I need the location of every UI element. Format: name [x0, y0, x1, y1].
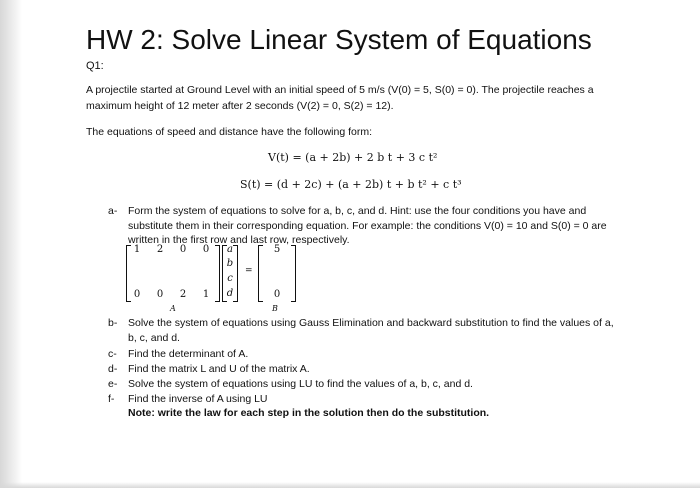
- vector-cell: a: [227, 244, 233, 255]
- part-marker: d-: [108, 363, 118, 375]
- page-edge-shadow: [0, 0, 22, 488]
- part-text: Find the determinant of A.: [128, 348, 249, 360]
- part-marker: f-: [108, 393, 115, 405]
- matrix-cell: 0: [202, 244, 210, 255]
- part-marker: c-: [108, 348, 117, 360]
- matrix-cell: 2: [179, 289, 187, 300]
- unknowns-vector: [222, 245, 238, 302]
- matrix-cell: 0: [156, 289, 164, 300]
- matrix-cell: 0: [179, 244, 187, 255]
- distance-equation: S(t) = (d + 2c) + (a + 2b) t + b t² + c t³: [240, 178, 462, 191]
- equations-intro: The equations of speed and distance have the following form:: [86, 126, 373, 138]
- part-text: Find the inverse of A using LU: [128, 393, 268, 405]
- speed-equation: V(t) = (a + 2b) + 2 b t + 3 c t²: [268, 151, 438, 164]
- matrix-A: [126, 245, 220, 302]
- question-label: Q1:: [86, 60, 104, 72]
- matrix-cell: 2: [156, 244, 164, 255]
- vector-cell: 5: [273, 244, 281, 255]
- part-text: Solve the system of equations using Gauss Elimination and backward substitution to find the values of a, b, c, and d.: [128, 317, 614, 344]
- vector-cell: 0: [273, 289, 281, 300]
- vector-cell: b: [226, 258, 234, 269]
- part-text: Form the system of equations to solve for a, b, c, and d. Hint: use the four conditions you have and substitute them in their corresponding equation. For example: the conditions V(0) = 10 and S(0) = 0 are written in the first row and last row, respectively.: [128, 205, 607, 246]
- note-text: Note: write the law for each step in the solution then do the substitution.: [128, 407, 490, 419]
- equals-sign: =: [245, 266, 253, 276]
- matrix-cell: 1: [133, 244, 141, 255]
- matrix-cell: 1: [202, 289, 210, 300]
- part-marker: e-: [108, 378, 118, 390]
- vector-cell: d: [226, 288, 234, 299]
- part-text: Solve the system of equations using LU to find the values of a, b, c, and d.: [128, 378, 473, 390]
- problem-statement: A projectile started at Ground Level with an initial speed of 5 m/s (V(0) = 5, S(0) = 0). The projectile reaches a maximum height of 12 meter after 2 seconds (V(2) = 0, S(2) = 12).: [86, 84, 594, 112]
- part-marker: a-: [108, 205, 118, 217]
- matrix-cell: 0: [133, 289, 141, 300]
- part-marker: b-: [108, 317, 118, 329]
- page-title: HW 2: Solve Linear System of Equations: [86, 24, 592, 55]
- matrix-A-label: A: [170, 304, 176, 313]
- vector-cell: c: [227, 273, 233, 284]
- part-text: Find the matrix L and U of the matrix A.: [128, 363, 310, 375]
- vector-B-label: B: [272, 304, 278, 313]
- page-bottom-shadow: [0, 482, 700, 488]
- vector-B: [258, 245, 296, 302]
